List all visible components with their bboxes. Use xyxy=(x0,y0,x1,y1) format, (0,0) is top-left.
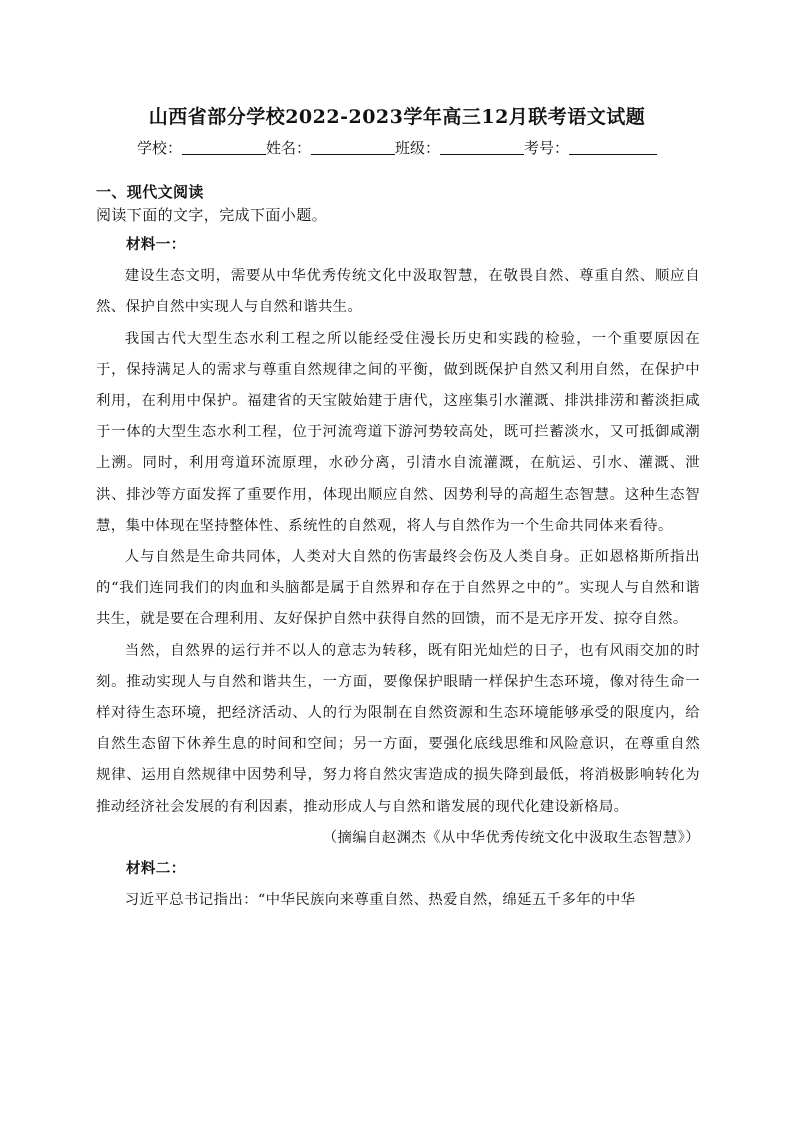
student-info-line xyxy=(0,137,794,158)
exam-number-blank[interactable] xyxy=(569,140,657,155)
name-label: 姓名： xyxy=(265,139,311,157)
material-one-paragraph: 人与自然是生命共同体，人类对大自然的伤害最终会伤及人类自身。正如恩格斯所指出的“我们连同我们的肉血和头脑都是属于自然界和存在于自然界之中的”。实现人与自然和谐共生，就是要在合理利用、友好保护自然中获得自然的回馈，而不是无序开发、掠夺自然。 xyxy=(96,549,700,628)
class-blank[interactable] xyxy=(440,140,524,155)
material-one-source: （摘编自赵渊杰《从中华优秀传统文化中汲取生态智慧》） xyxy=(322,829,700,846)
school-blank[interactable] xyxy=(182,140,266,155)
content-body xyxy=(96,182,700,916)
material-two-label: 材料二： xyxy=(126,861,186,878)
school-field xyxy=(137,137,266,158)
material-one-label: 材料一： xyxy=(126,237,186,253)
class-field xyxy=(395,137,524,158)
exam-number-label: 考号： xyxy=(524,139,570,157)
class-label: 班级： xyxy=(395,139,441,157)
name-field xyxy=(266,137,395,158)
material-two-paragraph: 习近平总书记指出：“中华民族向来尊重自然、热爱自然，绵延五千多年的中华 xyxy=(124,892,636,909)
exam-number-field xyxy=(524,137,657,158)
material-one-paragraph: 建设生态文明，需要从中华优秀传统文化中汲取智慧，在敬畏自然、尊重自然、顺应自然、保护自然中实现人与自然和谐共生。 xyxy=(96,268,700,316)
name-blank[interactable] xyxy=(311,140,395,155)
school-label: 学校： xyxy=(136,139,182,157)
material-one-paragraph: 当然，自然界的运行并不以人的意志为转移，既有阳光灿烂的日子，也有风雨交加的时刻。推动实现人与自然和谐共生，一方面，要像保护眼睛一样保护生态环境，像对待生命一样对待生态环境，把经济活动、人的行为限制在自然资源和生态环境能够承受的限度内，给自然生态留下休养生息的时间和空间；另一方面，要强化底线思维和风险意识，在尊重自然规律、运用自然规律中因势利导，努力将自然灾害造成的损失降到最低，将消极影响转化为推动经济社会发展的有利因素，推动形成人与自然和谐发展的现代化建设新格局。 xyxy=(96,642,700,815)
section-instruction: 阅读下面的文字，完成下面小题。 xyxy=(96,206,328,224)
material-one-paragraph: 我国古代大型生态水利工程之所以能经受住漫长历史和实践的检验，一个重要原因在于，保持满足人的需求与尊重自然规律之间的平衡，做到既保护自然又利用自然，在保护中利用，在利用中保护。福建省的天宝陂始建于唐代，这座集引水灌溉、排洪排涝和蓄淡拒咸于一体的大型生态水利工程，位于河流弯道下游河势较高处，既可拦蓄淡水，又可抵御咸潮上溯。同时，利用弯道环流原理，水砂分离，引清水自流灌溉，在航运、引水、灌溉、泄洪、排沙等方面发挥了重要作用，体现出顺应自然、因势利导的高超生态智慧。这种生态智慧，集中体现在坚持整体性、系统性的自然观，将人与自然作为一个生命共同体来看待。 xyxy=(96,330,700,534)
section-heading: 一、现代文阅读 xyxy=(96,183,204,201)
exam-title: 山西省部分学校2022-2023学年高三12月联考语文试题 xyxy=(148,106,646,128)
